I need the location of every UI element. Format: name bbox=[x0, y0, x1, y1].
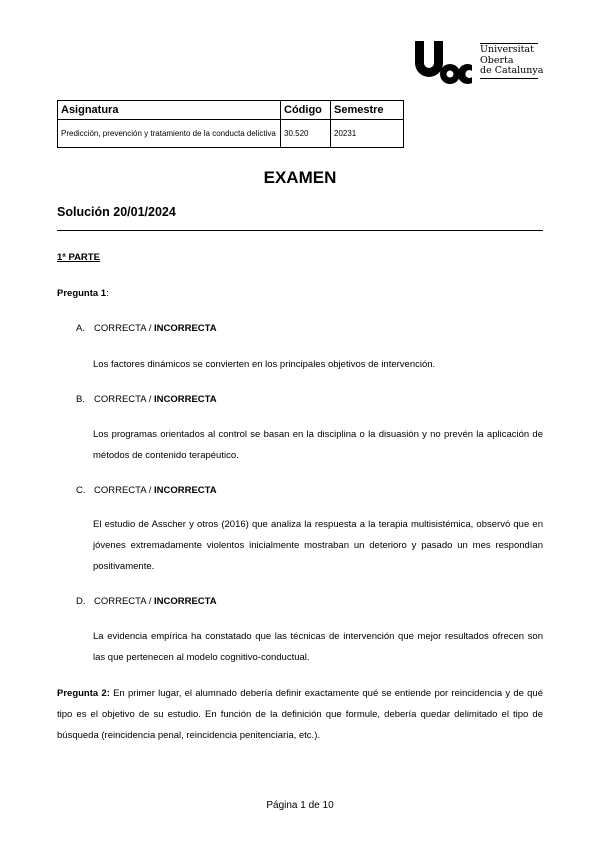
option-correct-text: CORRECTA / bbox=[94, 596, 154, 607]
table-row bbox=[58, 120, 404, 148]
page-title: EXAMEN bbox=[263, 168, 337, 187]
option-correct-text: CORRECTA / bbox=[94, 394, 154, 405]
option-letter: B. bbox=[76, 394, 85, 405]
question-1-heading bbox=[57, 288, 109, 299]
header-asignatura: Asignatura bbox=[58, 101, 281, 120]
option-letter: A. bbox=[76, 323, 85, 334]
option-c-explanation: El estudio de Asscher y otros (2016) que analiza la respuesta a la terapia multisistémica, observó que en jóvenes extremadamente violentos inicialmente mostraban un deterioro y pasado un mes respondían positivamente. bbox=[93, 519, 543, 572]
uoc-logo bbox=[414, 40, 544, 86]
option-incorrect-text: INCORRECTA bbox=[154, 485, 217, 496]
divider bbox=[57, 230, 543, 231]
question-2 bbox=[57, 683, 543, 746]
option-b-explanation: Los programas orientados al control se basan en la disciplina o la disuasión y no prevén la aplicación de métodos de contenido terapéutico. bbox=[93, 429, 543, 461]
option-correct-text: CORRECTA / bbox=[94, 323, 154, 334]
cell-codigo: 30.520 bbox=[281, 120, 331, 148]
question-1-colon: : bbox=[106, 288, 109, 299]
option-b bbox=[76, 394, 217, 405]
option-correct-text: CORRECTA / bbox=[94, 485, 154, 496]
header-semestre: Semestre bbox=[331, 101, 404, 120]
option-d-explanation: La evidencia empírica ha constatado que las técnicas de intervención que mejor resultados ofrecen son las que pertenecen al modelo cognitivo-conductual. bbox=[93, 631, 543, 663]
option-c bbox=[76, 485, 217, 496]
part-heading: 1ª PARTE bbox=[57, 252, 100, 263]
option-incorrect-text: INCORRECTA bbox=[154, 596, 217, 607]
question-2-text: En primer lugar, el alumnado debería definir exactamente qué se entiende por reincidencia y de qué tipo es el objetivo de su estudio. En función de la definición que formule, debería quedar delimitado el tipo de búsqueda (reincidencia penal, reincidencia penitenciaria, etc.). bbox=[57, 688, 543, 741]
question-1-label: Pregunta 1 bbox=[57, 288, 107, 299]
header-codigo: Código bbox=[281, 101, 331, 120]
logo-line-1: Universitat bbox=[480, 44, 534, 55]
cell-asignatura: Predicción, prevención y tratamiento de la conducta delictiva bbox=[58, 120, 281, 148]
option-letter: D. bbox=[76, 596, 86, 607]
logo-line-2: Oberta bbox=[480, 54, 514, 66]
course-info-table bbox=[57, 100, 404, 148]
option-incorrect-text: INCORRECTA bbox=[154, 394, 217, 405]
solution-date: Solución 20/01/2024 bbox=[57, 205, 176, 219]
page-number: Página 1 de 10 bbox=[266, 800, 334, 811]
cell-semestre: 20231 bbox=[331, 120, 404, 148]
option-a bbox=[76, 323, 217, 334]
option-incorrect-text: INCORRECTA bbox=[154, 323, 217, 334]
uoc-logo-text bbox=[480, 42, 543, 80]
option-letter: C. bbox=[76, 485, 86, 496]
option-a-explanation: Los factores dinámicos se convierten en los principales objetivos de intervención. bbox=[93, 359, 436, 370]
logo-line-3: de Catalunya bbox=[480, 65, 544, 76]
uoc-logo-mark-icon bbox=[414, 40, 476, 86]
table-header-row bbox=[58, 101, 404, 120]
option-d bbox=[76, 596, 217, 607]
question-2-label: Pregunta 2: bbox=[57, 688, 110, 699]
